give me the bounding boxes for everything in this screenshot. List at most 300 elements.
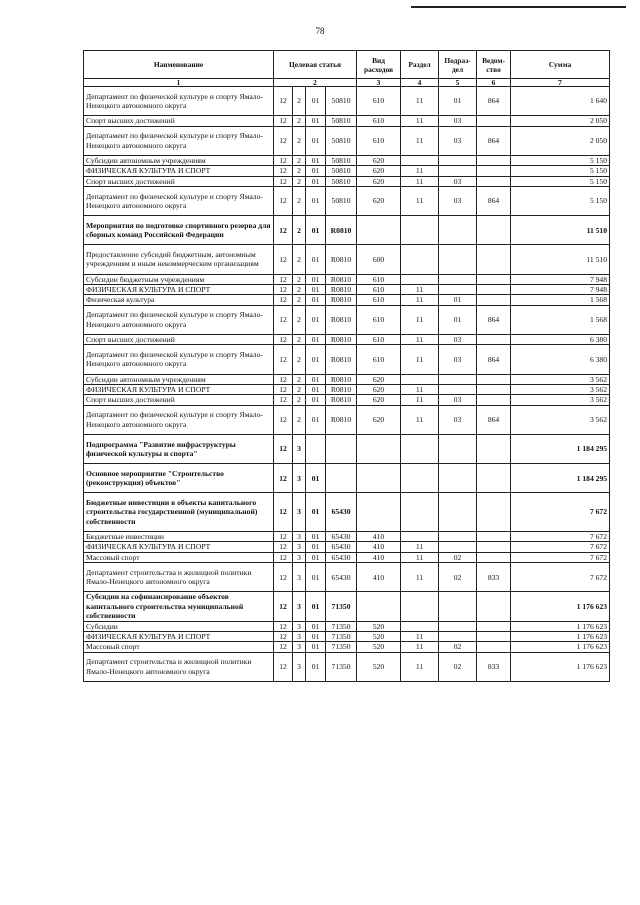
header-row (84, 51, 610, 79)
header-number: 3 (357, 79, 401, 87)
table-row (84, 384, 610, 394)
target-code-direction: R0810 (326, 334, 357, 344)
subsection: 03 (439, 334, 477, 344)
department-code: 864 (477, 305, 511, 334)
target-code-program: 12 (274, 642, 293, 652)
target-code-direction: 50810 (326, 87, 357, 116)
target-code-program: 12 (274, 493, 293, 532)
header-razdel: Раздел (401, 51, 439, 79)
target-code-direction: 65430 (326, 552, 357, 562)
department-code (477, 274, 511, 284)
expense-type: 610 (357, 87, 401, 116)
header-summa: Сумма (511, 51, 610, 79)
section: 11 (401, 395, 439, 405)
amount: 3 562 (511, 374, 610, 384)
subsection (439, 216, 477, 245)
expense-type: 520 (357, 631, 401, 641)
section: 11 (401, 334, 439, 344)
target-code-subprogram: 2 (293, 295, 306, 305)
expense-type: 620 (357, 176, 401, 186)
subsection (439, 155, 477, 165)
header-number-row (84, 79, 610, 87)
table-body (84, 87, 610, 682)
section (401, 274, 439, 284)
department-code (477, 434, 511, 463)
target-code-measure: 01 (306, 274, 326, 284)
target-code-measure: 01 (306, 405, 326, 434)
amount: 1 640 (511, 87, 610, 116)
target-code-program: 12 (274, 652, 293, 681)
amount: 1 176 623 (511, 621, 610, 631)
expense-type: 410 (357, 563, 401, 592)
target-code-program: 12 (274, 384, 293, 394)
section: 11 (401, 542, 439, 552)
amount: 1 568 (511, 295, 610, 305)
department-code (477, 621, 511, 631)
target-code-measure: 01 (306, 187, 326, 216)
expense-type: 620 (357, 166, 401, 176)
row-name: Департамент по физической культуре и спорту Ямало-Ненецкого автономного округа (84, 187, 274, 216)
subsection: 02 (439, 652, 477, 681)
target-code-direction: R0810 (326, 345, 357, 374)
row-name: ФИЗИЧЕСКАЯ КУЛЬТУРА И СПОРТ (84, 284, 274, 294)
subsection: 01 (439, 305, 477, 334)
target-code-program: 12 (274, 563, 293, 592)
target-code-direction: R0810 (326, 395, 357, 405)
target-code-subprogram: 2 (293, 245, 306, 274)
department-code (477, 464, 511, 493)
target-code-measure: 01 (306, 542, 326, 552)
row-name: Бюджетные инвестиции в объекты капитального строительства государственной (муниципальной) собственности (84, 493, 274, 532)
target-code-subprogram: 2 (293, 126, 306, 155)
expense-type: 620 (357, 405, 401, 434)
table-row (84, 531, 610, 541)
table-row (84, 187, 610, 216)
target-code-measure: 01 (306, 563, 326, 592)
subsection: 03 (439, 176, 477, 186)
header-number: 7 (511, 79, 610, 87)
table-row (84, 563, 610, 592)
table-row (84, 434, 610, 463)
amount: 7 672 (511, 531, 610, 541)
table-row (84, 166, 610, 176)
amount: 7 672 (511, 493, 610, 532)
expense-type: 520 (357, 621, 401, 631)
department-code: 833 (477, 652, 511, 681)
row-name: ФИЗИЧЕСКАЯ КУЛЬТУРА И СПОРТ (84, 384, 274, 394)
expense-type (357, 592, 401, 621)
target-code-subprogram: 2 (293, 176, 306, 186)
target-code-direction: R0810 (326, 374, 357, 384)
amount: 6 380 (511, 345, 610, 374)
expense-type: 610 (357, 305, 401, 334)
amount: 1 184 295 (511, 434, 610, 463)
table-row (84, 464, 610, 493)
section: 11 (401, 552, 439, 562)
target-code-program: 12 (274, 345, 293, 374)
target-code-measure: 01 (306, 552, 326, 562)
department-code (477, 116, 511, 126)
budget-table (83, 50, 610, 682)
subsection (439, 374, 477, 384)
row-name: Предоставление субсидий бюджетным, автономным учреждениям и иным некоммерческим организациям (84, 245, 274, 274)
department-code (477, 295, 511, 305)
expense-type: 620 (357, 395, 401, 405)
table-row (84, 245, 610, 274)
amount: 5 150 (511, 166, 610, 176)
target-code-direction: 65430 (326, 531, 357, 541)
target-code-measure: 01 (306, 621, 326, 631)
expense-type: 610 (357, 284, 401, 294)
target-code-direction: 50810 (326, 187, 357, 216)
header-podrazdel: Подраз-дел (439, 51, 477, 79)
amount: 5 150 (511, 176, 610, 186)
subsection: 02 (439, 563, 477, 592)
target-code-measure: 01 (306, 305, 326, 334)
target-code-subprogram: 3 (293, 592, 306, 621)
amount: 2 050 (511, 126, 610, 155)
target-code-program: 12 (274, 155, 293, 165)
subsection: 02 (439, 552, 477, 562)
amount: 6 380 (511, 334, 610, 344)
expense-type: 520 (357, 652, 401, 681)
expense-type: 620 (357, 187, 401, 216)
expense-type: 410 (357, 531, 401, 541)
department-code: 833 (477, 563, 511, 592)
target-code-subprogram: 2 (293, 334, 306, 344)
header-vid: Вид расходов (357, 51, 401, 79)
target-code-subprogram: 3 (293, 434, 306, 463)
expense-type (357, 434, 401, 463)
subsection (439, 592, 477, 621)
target-code-direction: R0810 (326, 405, 357, 434)
target-code-direction: R0810 (326, 216, 357, 245)
target-code-measure: 01 (306, 176, 326, 186)
table-row (84, 126, 610, 155)
target-code-subprogram: 3 (293, 552, 306, 562)
target-code-direction: R0810 (326, 245, 357, 274)
target-code-direction: R0810 (326, 274, 357, 284)
target-code-subprogram: 3 (293, 493, 306, 532)
subsection: 03 (439, 187, 477, 216)
section: 11 (401, 284, 439, 294)
subsection (439, 631, 477, 641)
section: 11 (401, 345, 439, 374)
target-code-program: 12 (274, 176, 293, 186)
amount: 1 568 (511, 305, 610, 334)
subsection (439, 166, 477, 176)
table-row (84, 284, 610, 294)
row-name: Субсидии автономным учреждениям (84, 374, 274, 384)
section: 11 (401, 187, 439, 216)
target-code-direction: R0810 (326, 295, 357, 305)
table-row (84, 345, 610, 374)
amount: 7 672 (511, 563, 610, 592)
target-code-subprogram: 3 (293, 531, 306, 541)
target-code-subprogram: 3 (293, 542, 306, 552)
section: 11 (401, 642, 439, 652)
target-code-program: 12 (274, 464, 293, 493)
department-code (477, 374, 511, 384)
section: 11 (401, 563, 439, 592)
department-code: 864 (477, 187, 511, 216)
target-code-subprogram: 2 (293, 87, 306, 116)
table-row (84, 295, 610, 305)
target-code-measure: 01 (306, 531, 326, 541)
expense-type (357, 216, 401, 245)
target-code-program: 12 (274, 284, 293, 294)
table-row (84, 592, 610, 621)
target-code-program: 12 (274, 295, 293, 305)
department-code (477, 493, 511, 532)
table-row (84, 116, 610, 126)
row-name: Департамент по физической культуре и спорту Ямало-Ненецкого автономного округа (84, 87, 274, 116)
target-code-program: 12 (274, 631, 293, 641)
target-code-measure: 01 (306, 374, 326, 384)
target-code-measure: 01 (306, 493, 326, 532)
target-code-program: 12 (274, 87, 293, 116)
amount: 5 150 (511, 187, 610, 216)
header-target: Целевая статья (274, 51, 357, 79)
section (401, 464, 439, 493)
department-code (477, 166, 511, 176)
subsection: 03 (439, 395, 477, 405)
table-row (84, 155, 610, 165)
subsection (439, 464, 477, 493)
row-name: Субсидии бюджетным учреждениям (84, 274, 274, 284)
department-code (477, 542, 511, 552)
row-name: Основное мероприятие "Строительство (реконструкция) объектов" (84, 464, 274, 493)
target-code-direction: 50810 (326, 116, 357, 126)
section (401, 592, 439, 621)
target-code-measure: 01 (306, 284, 326, 294)
expense-type: 620 (357, 374, 401, 384)
section (401, 621, 439, 631)
amount: 7 672 (511, 552, 610, 562)
row-name: Спорт высших достижений (84, 176, 274, 186)
target-code-program: 12 (274, 116, 293, 126)
expense-type: 410 (357, 542, 401, 552)
target-code-program: 12 (274, 395, 293, 405)
subsection: 01 (439, 87, 477, 116)
target-code-program: 12 (274, 374, 293, 384)
target-code-direction: 71350 (326, 621, 357, 631)
subsection (439, 245, 477, 274)
section (401, 245, 439, 274)
amount: 11 510 (511, 245, 610, 274)
target-code-direction (326, 434, 357, 463)
expense-type: 610 (357, 274, 401, 284)
department-code (477, 245, 511, 274)
target-code-measure: 01 (306, 295, 326, 305)
subsection: 03 (439, 126, 477, 155)
subsection (439, 542, 477, 552)
target-code-subprogram: 2 (293, 305, 306, 334)
table-row (84, 552, 610, 562)
section: 11 (401, 295, 439, 305)
section: 11 (401, 652, 439, 681)
header-vedomstvo: Ведом-ство (477, 51, 511, 79)
target-code-program: 12 (274, 542, 293, 552)
row-name: Спорт высших достижений (84, 334, 274, 344)
expense-type: 610 (357, 295, 401, 305)
subsection: 03 (439, 116, 477, 126)
top-rule (411, 6, 626, 8)
header-number: 6 (477, 79, 511, 87)
row-name: Департамент по физической культуре и спорту Ямало-Ненецкого автономного округа (84, 126, 274, 155)
target-code-subprogram: 2 (293, 284, 306, 294)
amount: 1 184 295 (511, 464, 610, 493)
target-code-direction: 50810 (326, 166, 357, 176)
section (401, 493, 439, 532)
target-code-measure: 01 (306, 116, 326, 126)
section: 11 (401, 305, 439, 334)
subsection: 03 (439, 405, 477, 434)
row-name: Подпрограмма "Развитие инфраструктуры физической культуры и спорта" (84, 434, 274, 463)
section: 11 (401, 87, 439, 116)
target-code-subprogram: 3 (293, 631, 306, 641)
expense-type: 620 (357, 155, 401, 165)
target-code-measure: 01 (306, 334, 326, 344)
section (401, 374, 439, 384)
subsection (439, 621, 477, 631)
target-code-direction: R0810 (326, 305, 357, 334)
row-name: Спорт высших достижений (84, 395, 274, 405)
row-name: Департамент по физической культуре и спорту Ямало-Ненецкого автономного округа (84, 405, 274, 434)
expense-type: 610 (357, 126, 401, 155)
target-code-subprogram: 3 (293, 464, 306, 493)
table-row (84, 334, 610, 344)
row-name: Бюджетные инвестиции (84, 531, 274, 541)
header-number: 1 (84, 79, 274, 87)
target-code-program: 12 (274, 592, 293, 621)
department-code (477, 334, 511, 344)
target-code-subprogram: 3 (293, 621, 306, 631)
amount: 3 562 (511, 405, 610, 434)
department-code (477, 395, 511, 405)
page-number: 78 (315, 26, 325, 36)
table-row (84, 631, 610, 641)
target-code-measure: 01 (306, 464, 326, 493)
target-code-measure: 01 (306, 87, 326, 116)
row-name: Спорт высших достижений (84, 116, 274, 126)
expense-type: 610 (357, 334, 401, 344)
section: 11 (401, 384, 439, 394)
section: 11 (401, 631, 439, 641)
target-code-subprogram: 2 (293, 395, 306, 405)
amount: 1 176 623 (511, 592, 610, 621)
target-code-measure: 01 (306, 384, 326, 394)
header-name: Наименование (84, 51, 274, 79)
row-name: ФИЗИЧЕСКАЯ КУЛЬТУРА И СПОРТ (84, 542, 274, 552)
target-code-direction: 65430 (326, 563, 357, 592)
table-row (84, 542, 610, 552)
target-code-subprogram: 2 (293, 345, 306, 374)
section: 11 (401, 126, 439, 155)
amount: 11 510 (511, 216, 610, 245)
department-code (477, 531, 511, 541)
table-row (84, 374, 610, 384)
subsection: 01 (439, 295, 477, 305)
department-code: 864 (477, 126, 511, 155)
expense-type: 620 (357, 384, 401, 394)
row-name: Департамент по физической культуре и спорту Ямало-Ненецкого автономного округа (84, 305, 274, 334)
target-code-subprogram: 3 (293, 563, 306, 592)
department-code (477, 155, 511, 165)
target-code-program: 12 (274, 166, 293, 176)
table-row (84, 493, 610, 532)
expense-type (357, 493, 401, 532)
row-name: Субсидии на софинансирование объектов капитального строительства муниципальной собственности (84, 592, 274, 621)
target-code-measure: 01 (306, 245, 326, 274)
target-code-measure: 01 (306, 395, 326, 405)
section (401, 155, 439, 165)
row-name: ФИЗИЧЕСКАЯ КУЛЬТУРА И СПОРТ (84, 631, 274, 641)
row-name: Массовый спорт (84, 642, 274, 652)
row-name: Субсидии (84, 621, 274, 631)
target-code-measure: 01 (306, 642, 326, 652)
table-row (84, 642, 610, 652)
expense-type: 610 (357, 116, 401, 126)
target-code-program: 12 (274, 305, 293, 334)
target-code-direction: R0810 (326, 284, 357, 294)
section (401, 531, 439, 541)
table-row (84, 652, 610, 681)
department-code (477, 552, 511, 562)
amount: 5 150 (511, 155, 610, 165)
target-code-direction: 71350 (326, 631, 357, 641)
section (401, 434, 439, 463)
header-number: 5 (439, 79, 477, 87)
target-code-subprogram: 2 (293, 274, 306, 284)
target-code-measure: 01 (306, 652, 326, 681)
amount: 7 948 (511, 274, 610, 284)
section: 11 (401, 176, 439, 186)
target-code-program: 12 (274, 405, 293, 434)
target-code-direction: 65430 (326, 542, 357, 552)
target-code-direction: R0810 (326, 384, 357, 394)
expense-type (357, 464, 401, 493)
subsection (439, 384, 477, 394)
target-code-direction: 71350 (326, 592, 357, 621)
target-code-program: 12 (274, 434, 293, 463)
table-row (84, 405, 610, 434)
row-name: Департамент строительства и жилищной политики Ямало-Ненецкого автономного округа (84, 652, 274, 681)
amount: 3 562 (511, 395, 610, 405)
amount: 3 562 (511, 384, 610, 394)
row-name: Департамент строительства и жилищной политики Ямало-Ненецкого автономного округа (84, 563, 274, 592)
target-code-direction: 50810 (326, 126, 357, 155)
target-code-program: 12 (274, 552, 293, 562)
amount: 7 672 (511, 542, 610, 552)
target-code-program: 12 (274, 531, 293, 541)
target-code-subprogram: 2 (293, 116, 306, 126)
department-code (477, 642, 511, 652)
department-code: 864 (477, 345, 511, 374)
target-code-direction: 71350 (326, 642, 357, 652)
department-code (477, 592, 511, 621)
subsection (439, 493, 477, 532)
header-number: 4 (401, 79, 439, 87)
expense-type: 610 (357, 345, 401, 374)
target-code-program: 12 (274, 216, 293, 245)
target-code-subprogram: 2 (293, 405, 306, 434)
row-name: Массовый спорт (84, 552, 274, 562)
target-code-subprogram: 2 (293, 155, 306, 165)
section: 11 (401, 116, 439, 126)
target-code-program: 12 (274, 621, 293, 631)
target-code-subprogram: 3 (293, 652, 306, 681)
